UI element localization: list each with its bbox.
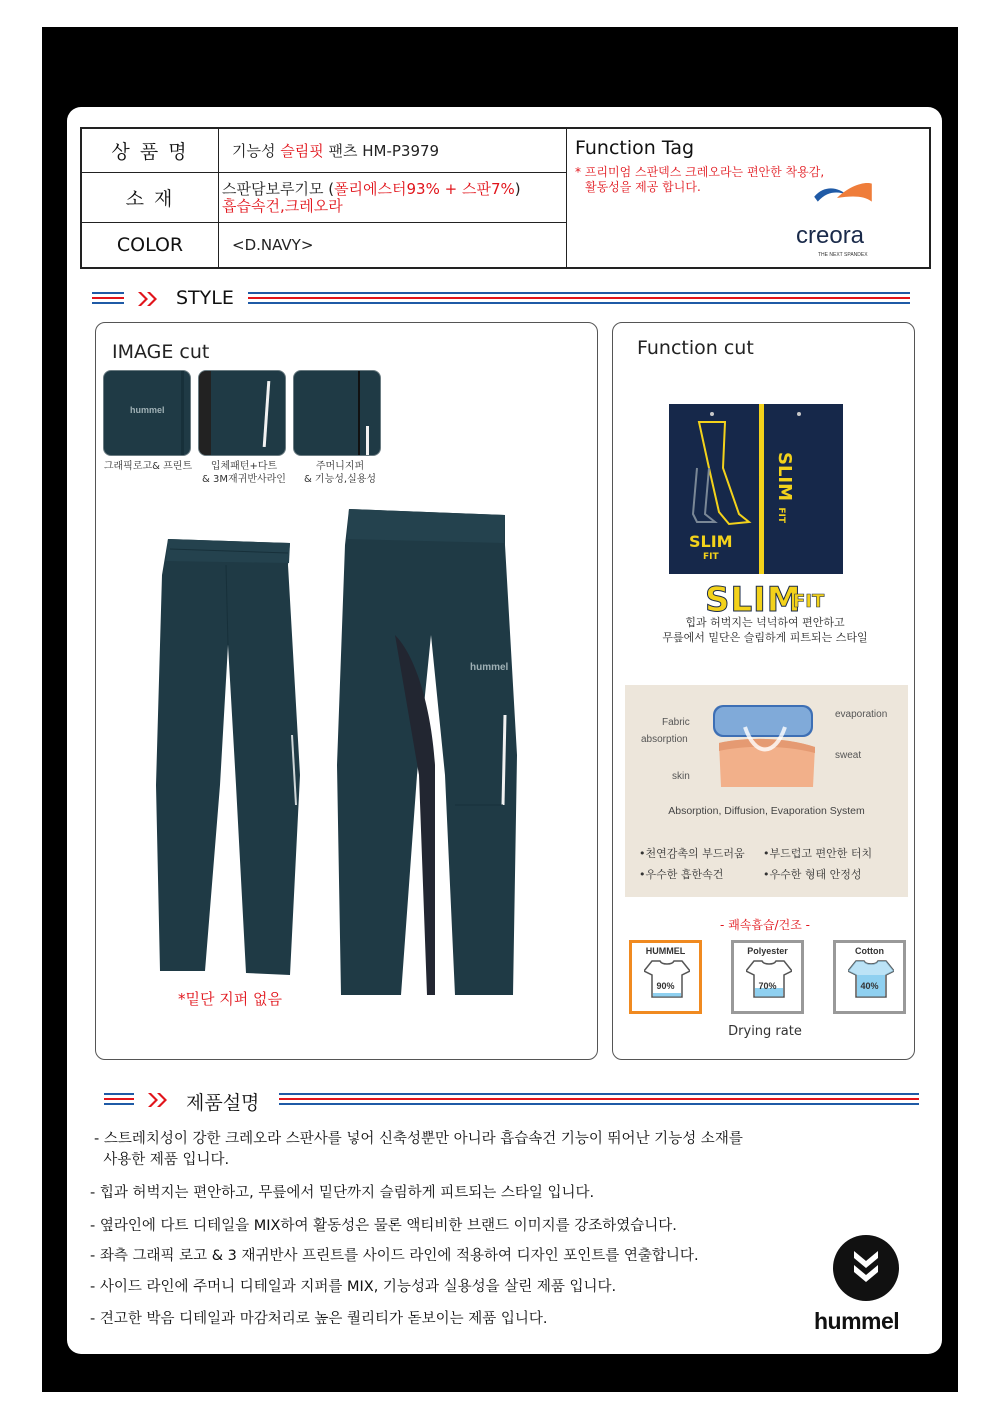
spec-row-material — [82, 173, 567, 223]
name-red: 슬림핏 — [280, 142, 324, 160]
description-line-1b: 사용한 제품 입니다. — [94, 1152, 230, 1168]
double-chevron-icon — [136, 288, 164, 310]
style-section-title: STYLE — [176, 287, 234, 309]
spec-row-name — [82, 129, 567, 173]
function-tag-note-line1: * 프리미엄 스판덱스 크레오라는 편안한 착용감, — [575, 165, 825, 179]
absorption-diagram — [625, 685, 908, 897]
dry-pct-cotton: 40% — [860, 981, 879, 991]
label-fabric: Fabric — [662, 717, 690, 728]
dry-name-polyester: Polyester — [747, 946, 788, 956]
function-tag-note-line2: 활동성을 제공 합니다. — [585, 180, 701, 194]
heading-lines-left — [104, 1093, 134, 1107]
pants-logo-print: hummel — [470, 662, 509, 673]
hangtag-stripe — [759, 404, 764, 574]
feature-4: •우수한 형태 안정성 — [763, 868, 862, 881]
thumb-caption-3-line1: 주머니지퍼 — [315, 461, 365, 472]
thumb-caption-2 — [192, 460, 296, 486]
description-line-2: - 힙과 허벅지는 편안하고, 무릎에서 밑단까지 슬림하게 피트되는 스타일 입니다. — [90, 1185, 595, 1201]
spec-name-value — [232, 129, 561, 172]
hangtag-fit: FIT — [703, 552, 719, 562]
tshirt-icon — [746, 959, 792, 999]
hangtag-slim-vertical-text: SLIM — [774, 452, 795, 502]
description-line-5: - 사이드 라인에 주머니 디테일과 지퍼를 MIX, 기능성과 실용성을 살린 제품 입니다. — [90, 1279, 617, 1295]
slim-headline: SLIM — [705, 580, 802, 620]
thumb-caption-2-line1: 입체패턴+다트 — [210, 461, 278, 472]
label-skin: skin — [672, 771, 690, 782]
thumb-caption-1 — [96, 460, 200, 473]
description-section-title: 제품설명 — [186, 1092, 260, 1114]
label-sweat: sweat — [835, 750, 862, 761]
hem-zipper-note: *밑단 지퍼 없음 — [178, 990, 282, 1008]
heading-lines-right — [279, 1093, 919, 1107]
function-tag-title: Function Tag — [575, 137, 695, 159]
name-post: 팬츠 HM-P3979 — [323, 142, 440, 160]
slim-fit-description — [620, 615, 910, 645]
slim-desc-line2: 무릎에서 밑단은 슬림하게 피트되는 스타일 — [662, 631, 868, 644]
tshirt-icon — [848, 959, 894, 999]
dry-box-polyester — [731, 940, 804, 1014]
function-cut-title: Function cut — [637, 337, 754, 359]
spec-row-color — [82, 223, 567, 267]
hangtag-slim-vertical — [774, 452, 795, 523]
hangtag-fit-vertical: FIT — [776, 507, 786, 523]
spec-color-value: <D.NAVY> — [232, 236, 314, 254]
hummel-logo-icon — [833, 1235, 899, 1301]
creora-logo-icon — [793, 180, 893, 228]
description-line-1: - 스트레치성이 강한 크레오라 스판사를 넣어 신축성뿐만 아니라 흡습속건 기능이 뛰어난 기능성 소재를 — [94, 1131, 743, 1147]
spec-material-value — [222, 173, 561, 222]
label-evaporation: evaporation — [835, 709, 888, 720]
spec-divider — [566, 129, 567, 267]
style-section-heading — [92, 288, 910, 310]
fabric-layer-illustration — [705, 697, 825, 797]
fit-headline: FIT — [793, 591, 825, 612]
tshirt-icon — [644, 959, 690, 999]
chevron-down-icon — [850, 1249, 882, 1287]
spec-color-label: COLOR — [82, 223, 219, 267]
heading-lines-right — [248, 292, 910, 306]
thumb-pattern-dart — [198, 370, 286, 456]
dry-pct-polyester: 70% — [758, 981, 777, 991]
feature-3: •우수한 흡한속건 — [639, 868, 724, 881]
creora-subtitle: THE NEXT SPANDEX — [818, 252, 868, 258]
label-absorption: absorption — [641, 734, 688, 745]
thumb-logo-print: hummel — [130, 405, 165, 415]
thumb-zipper-pocket — [293, 370, 381, 456]
heading-lines-left — [92, 292, 124, 306]
dry-pct-hummel: 90% — [656, 981, 675, 991]
leg-silhouette-icon — [679, 418, 759, 528]
thumb-caption-3 — [288, 460, 392, 486]
thumb-caption-2-line2: & 3M재귀반사라인 — [202, 474, 286, 485]
feature-2: •부드럽고 편안한 터치 — [763, 847, 873, 860]
material-line2: 흡습속건,크레오라 — [222, 196, 343, 215]
hummel-wordmark: hummel — [814, 1308, 900, 1334]
material-post: ) — [514, 179, 521, 198]
drying-title: - 쾌속흡습/건조 - — [720, 918, 810, 932]
slim-desc-line1: 힙과 허벅지는 넉넉하여 편안하고 — [685, 616, 845, 629]
description-section-heading — [104, 1089, 919, 1114]
creora-wordmark: creora — [796, 222, 865, 249]
description-line-6: - 견고한 박음 디테일과 마감처리로 높은 퀄리티가 돋보이는 제품 입니다. — [90, 1311, 548, 1327]
dry-name-cotton: Cotton — [855, 946, 884, 956]
pants-back-image — [150, 535, 305, 980]
drying-rate-label: Drying rate — [728, 1024, 802, 1039]
absorption-system-caption: Absorption, Diffusion, Evaporation System — [668, 805, 865, 817]
pants-front-image — [335, 505, 525, 1000]
spec-name-label: 상 품 명 — [82, 129, 219, 172]
spec-material-label: 소 재 — [82, 173, 219, 222]
dry-box-cotton — [833, 940, 906, 1014]
hangtag-slim: SLIM — [689, 532, 733, 551]
description-line-4: - 좌측 그래픽 로고 & 3 재귀반사 프린트를 사이드 라인에 적용하여 디자인 포인트를 연출합니다. — [90, 1248, 699, 1264]
double-chevron-icon — [146, 1089, 174, 1111]
feature-1: •천연감촉의 부드러움 — [639, 847, 745, 860]
thumb-caption-3-line2: & 기능성,실용성 — [303, 474, 377, 485]
thumb-graphic-logo — [103, 370, 191, 456]
thumb-caption-1-line1: 그래픽로고& 프린트 — [103, 461, 193, 472]
material-pre: 스판담보루기모 ( — [222, 179, 335, 198]
description-line-3: - 옆라인에 다트 디테일을 MIX하여 활동성은 물론 액티비한 브랜드 이미지를 강조하였습니다. — [90, 1218, 677, 1234]
material-red: 폴리에스터93% + 스판7% — [334, 179, 515, 198]
name-pre: 기능성 — [232, 142, 281, 160]
image-cut-title: IMAGE cut — [112, 341, 210, 363]
dry-name-hummel: HUMMEL — [645, 946, 686, 956]
dry-box-hummel — [629, 940, 702, 1014]
slim-fit-hangtag — [669, 404, 843, 574]
